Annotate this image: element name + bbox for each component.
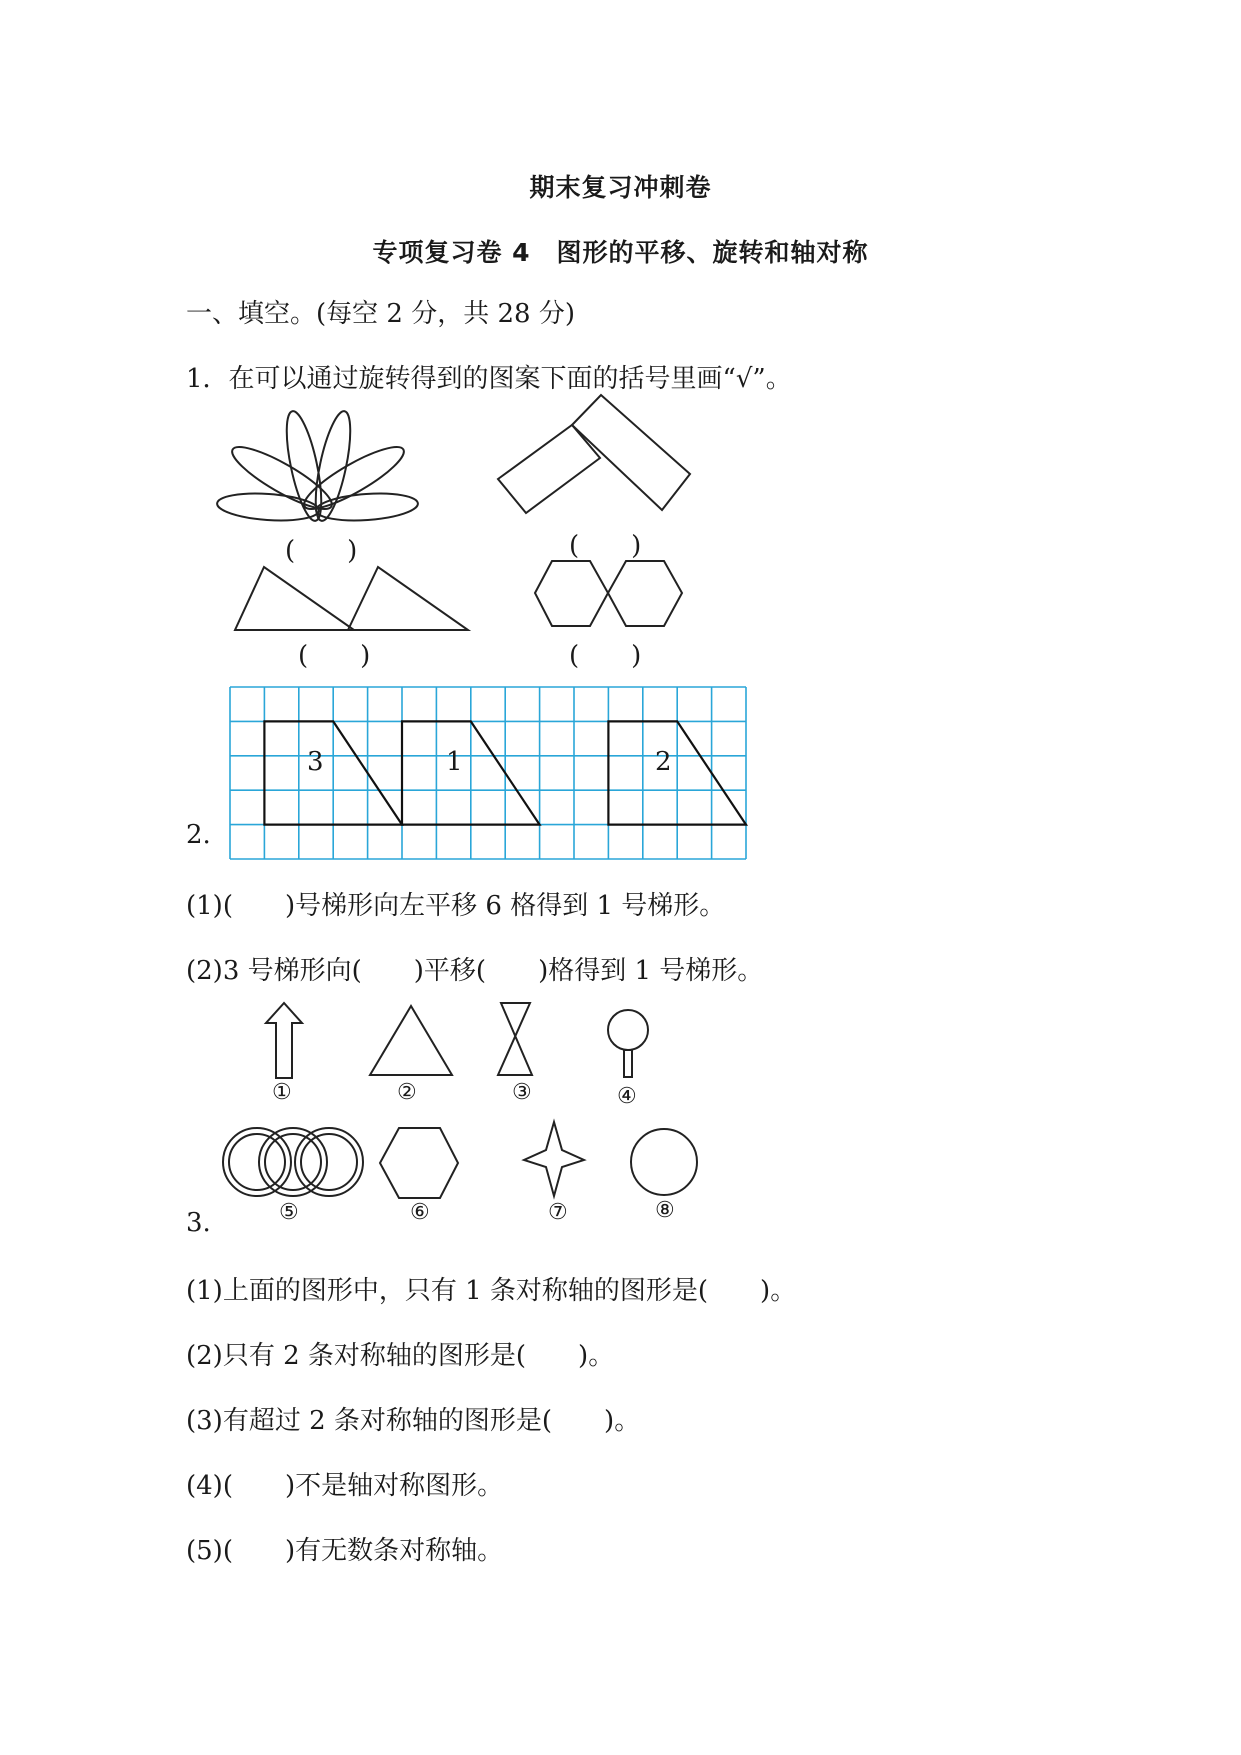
trapezoid-label-1: 1 [446,747,463,777]
question-3-number: 3. [186,1208,211,1238]
figure-label-4: ④ [617,1084,637,1109]
q2-subquestion-1: (1)( )号梯形向左平移 6 格得到 1 号梯形。 [186,891,726,921]
arrow-figure-1 [266,1003,302,1078]
question-1-text: 1．在可以通过旋转得到的图案下面的括号里画“√”。 [186,364,792,394]
q3-subquestion-1: (1)上面的图形中，只有 1 条对称轴的图形是( )。 [186,1276,797,1306]
figure-label-5: ⑤ [279,1200,299,1225]
question-2-number: 2. [186,820,211,850]
round-fan-figure-4 [608,1010,648,1077]
section-heading: 一、填空。(每空 2 分，共 28 分) [186,299,575,329]
q3-subquestion-3: (3)有超过 2 条对称轴的图形是( )。 [186,1406,641,1436]
star-figure-7 [524,1122,584,1196]
paper-title: 期末复习冲刺卷 [529,173,712,202]
q3-subquestion-5: (5)( )有无数条对称轴。 [186,1536,504,1566]
bowtie-figure-3 [498,1003,532,1075]
trapezoid-label-2: 2 [655,747,672,777]
q3-subquestion-2: (2)只有 2 条对称轴的图形是( )。 [186,1341,615,1371]
q1-blank-roof[interactable]: ( ) [569,531,642,561]
triangle-figure-2 [370,1006,452,1075]
figure-label-1: ① [272,1080,292,1105]
q2-subquestion-2: (2)3 号梯形向( )平移( )格得到 1 号梯形。 [186,956,764,986]
q1-blank-petal-fan[interactable]: ( ) [285,536,358,566]
figure-label-8: ⑧ [655,1198,675,1223]
figure-label-6: ⑥ [410,1200,430,1225]
trapezoid-label-3: 3 [307,747,324,777]
paper-subtitle: 专项复习卷 4 图形的平移、旋转和轴对称 [372,238,869,267]
hexagon-figure-6 [380,1128,458,1198]
figure-label-7: ⑦ [548,1200,568,1225]
circle-figure-8 [631,1129,697,1195]
figure-label-2: ② [397,1080,417,1105]
figure-label-3: ③ [512,1080,532,1105]
q1-blank-triangles[interactable]: ( ) [298,641,371,671]
three-rings-figure-5 [223,1128,363,1196]
q1-blank-hexagons[interactable]: ( ) [569,641,642,671]
q3-subquestion-4: (4)( )不是轴对称图形。 [186,1471,504,1501]
